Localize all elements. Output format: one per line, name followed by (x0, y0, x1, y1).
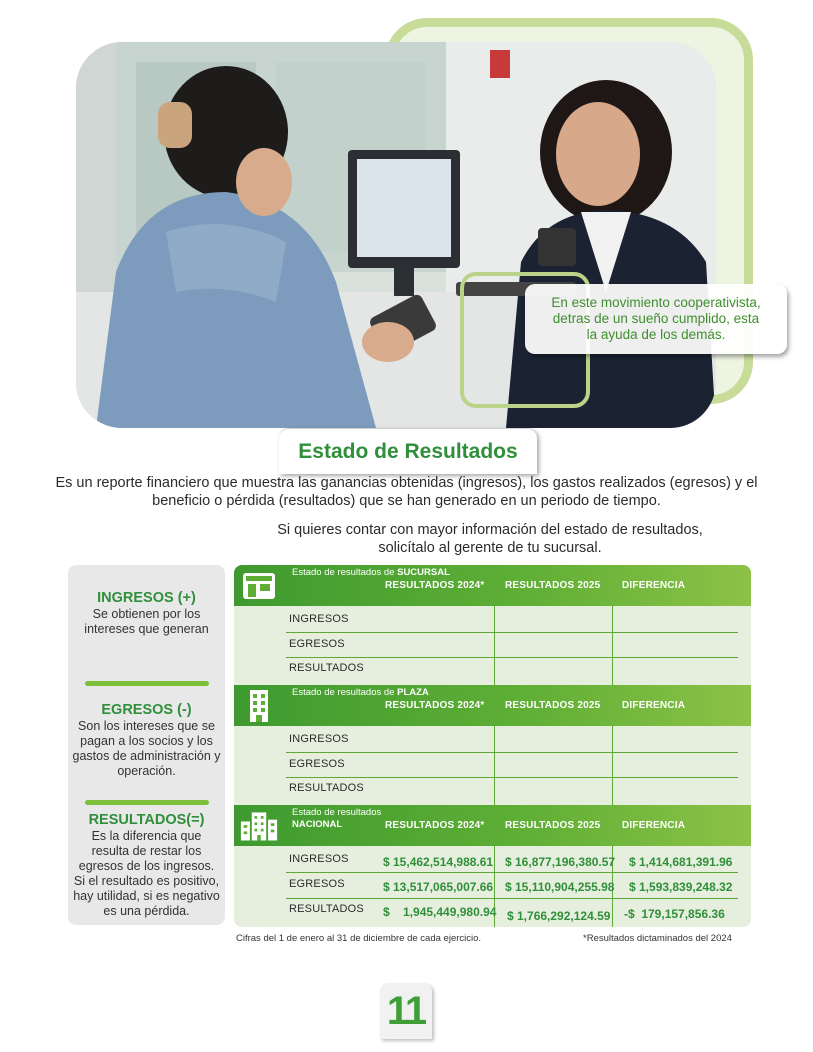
value-egresos-diferencia: $ 1,593,839,248.32 (629, 880, 733, 894)
value-egresos-2024: $ 13,517,065,007.66 (383, 880, 494, 894)
divider-bar (85, 681, 209, 686)
row-label-resultados: RESULTADOS (289, 782, 364, 794)
row-label-resultados: RESULTADOS (289, 662, 364, 674)
intro-paragraph: Es un reporte financiero que muestra las ganancias obtenidas (ingresos), los gastos realizados (egresos) y el beneficio o pérdida (resultados) que se han generado en un periodo de tiempo. (55, 475, 758, 509)
section-label-prefix: Estado de resultados de (292, 687, 395, 698)
section-label-prefix: Estado de resultados (292, 807, 382, 818)
row-label-resultados: RESULTADOS (289, 903, 364, 915)
col-header-diferencia: DIFERENCIA (622, 700, 686, 711)
col-header-2024: RESULTADOS 2024* (385, 700, 485, 711)
row-divider (286, 898, 738, 899)
egresos-definition (68, 702, 225, 779)
row-label-ingresos: INGRESOS (289, 733, 349, 745)
resultados-text: Es la diferencia que resulta de restar los egresos de los ingresos. Si el resultado es positivo, hay utilidad, si es negativo es una pérdida. (73, 829, 220, 918)
egresos-text: Son los intereses que se pagan a los socios y los gastos de administración y operación. (72, 719, 221, 778)
value-resultados-diferencia: -$ 179,157,856.36 (624, 907, 725, 921)
divider-bar (85, 800, 209, 805)
col-header-2025: RESULTADOS 2025 (505, 820, 601, 831)
ingresos-definition (68, 590, 225, 637)
ingresos-text: Se obtienen por los intereses que generan (84, 607, 209, 636)
value-ingresos-diferencia: $ 1,414,681,391.96 (629, 855, 733, 869)
photo-cashier-service (76, 42, 716, 428)
row-label-egresos: EGRESOS (289, 638, 345, 650)
column-divider (612, 726, 613, 805)
section-label-name: SUCURSAL (397, 567, 450, 578)
value-ingresos-2025: $ 16,877,196,380.57 (505, 855, 616, 869)
resultados-heading: RESULTADOS(=) (88, 812, 205, 828)
quote-text: En este movimiento cooperativista, detras de un sueño cumplido, esta la ayuda de los demás. (551, 295, 761, 342)
page-number-badge (380, 983, 432, 1039)
definitions-panel (68, 565, 225, 925)
section-label-prefix: Estado de resultados de (292, 567, 395, 578)
value-ingresos-2024: $ 15,462,514,988.61 (383, 855, 494, 869)
row-divider (286, 872, 738, 873)
row-divider (286, 777, 738, 778)
row-label-egresos: EGRESOS (289, 758, 345, 770)
row-label-ingresos: INGRESOS (289, 613, 349, 625)
section-header-sucursal (234, 565, 751, 606)
value-resultados-2025: $ 1,766,292,124.59 (507, 909, 611, 923)
col-header-2025: RESULTADOS 2025 (505, 700, 601, 711)
building-icon (240, 689, 278, 722)
section-label-name: NACIONAL (292, 819, 343, 830)
row-label-egresos: EGRESOS (289, 878, 345, 890)
column-divider (494, 726, 495, 805)
value-resultados-2024: $ 1,945,449,980.94 (383, 905, 497, 919)
quote-box (525, 284, 787, 354)
column-divider (612, 606, 613, 685)
egresos-heading: EGRESOS (-) (101, 702, 192, 718)
col-header-2024: RESULTADOS 2024* (385, 580, 485, 591)
col-header-2025: RESULTADOS 2025 (505, 580, 601, 591)
col-header-2024: RESULTADOS 2024* (385, 820, 485, 831)
photo-illustration (76, 42, 716, 428)
row-divider (286, 657, 738, 658)
resultados-definition (68, 812, 225, 919)
footnote-period: Cifras del 1 de enero al 31 de diciembre de cada ejercicio. (236, 933, 482, 944)
row-label-ingresos: INGRESOS (289, 853, 349, 865)
row-divider (286, 752, 738, 753)
section-header-nacional (234, 805, 751, 846)
results-table-panel (234, 565, 751, 927)
col-header-diferencia: DIFERENCIA (622, 820, 686, 831)
col-header-diferencia: DIFERENCIA (622, 580, 686, 591)
footnote-audited: *Resultados dictaminados del 2024 (583, 933, 732, 944)
section-label-name: PLAZA (397, 687, 429, 698)
info-note: Si quieres contar con mayor información del estado de resultados, solicítalo al gerente de tu sucursal. (277, 522, 703, 556)
row-divider (286, 632, 738, 633)
section-header-plaza (234, 685, 751, 726)
city-buildings-icon (240, 809, 278, 842)
value-egresos-2025: $ 15,110,904,255.98 (505, 880, 615, 894)
page-number: 11 (386, 988, 426, 1033)
section-title-tab (279, 428, 537, 474)
column-divider (494, 606, 495, 685)
page-title: Estado de Resultados (298, 439, 518, 463)
section-label (292, 807, 381, 831)
store-icon (240, 569, 278, 602)
ingresos-heading: INGRESOS (+) (97, 590, 196, 606)
